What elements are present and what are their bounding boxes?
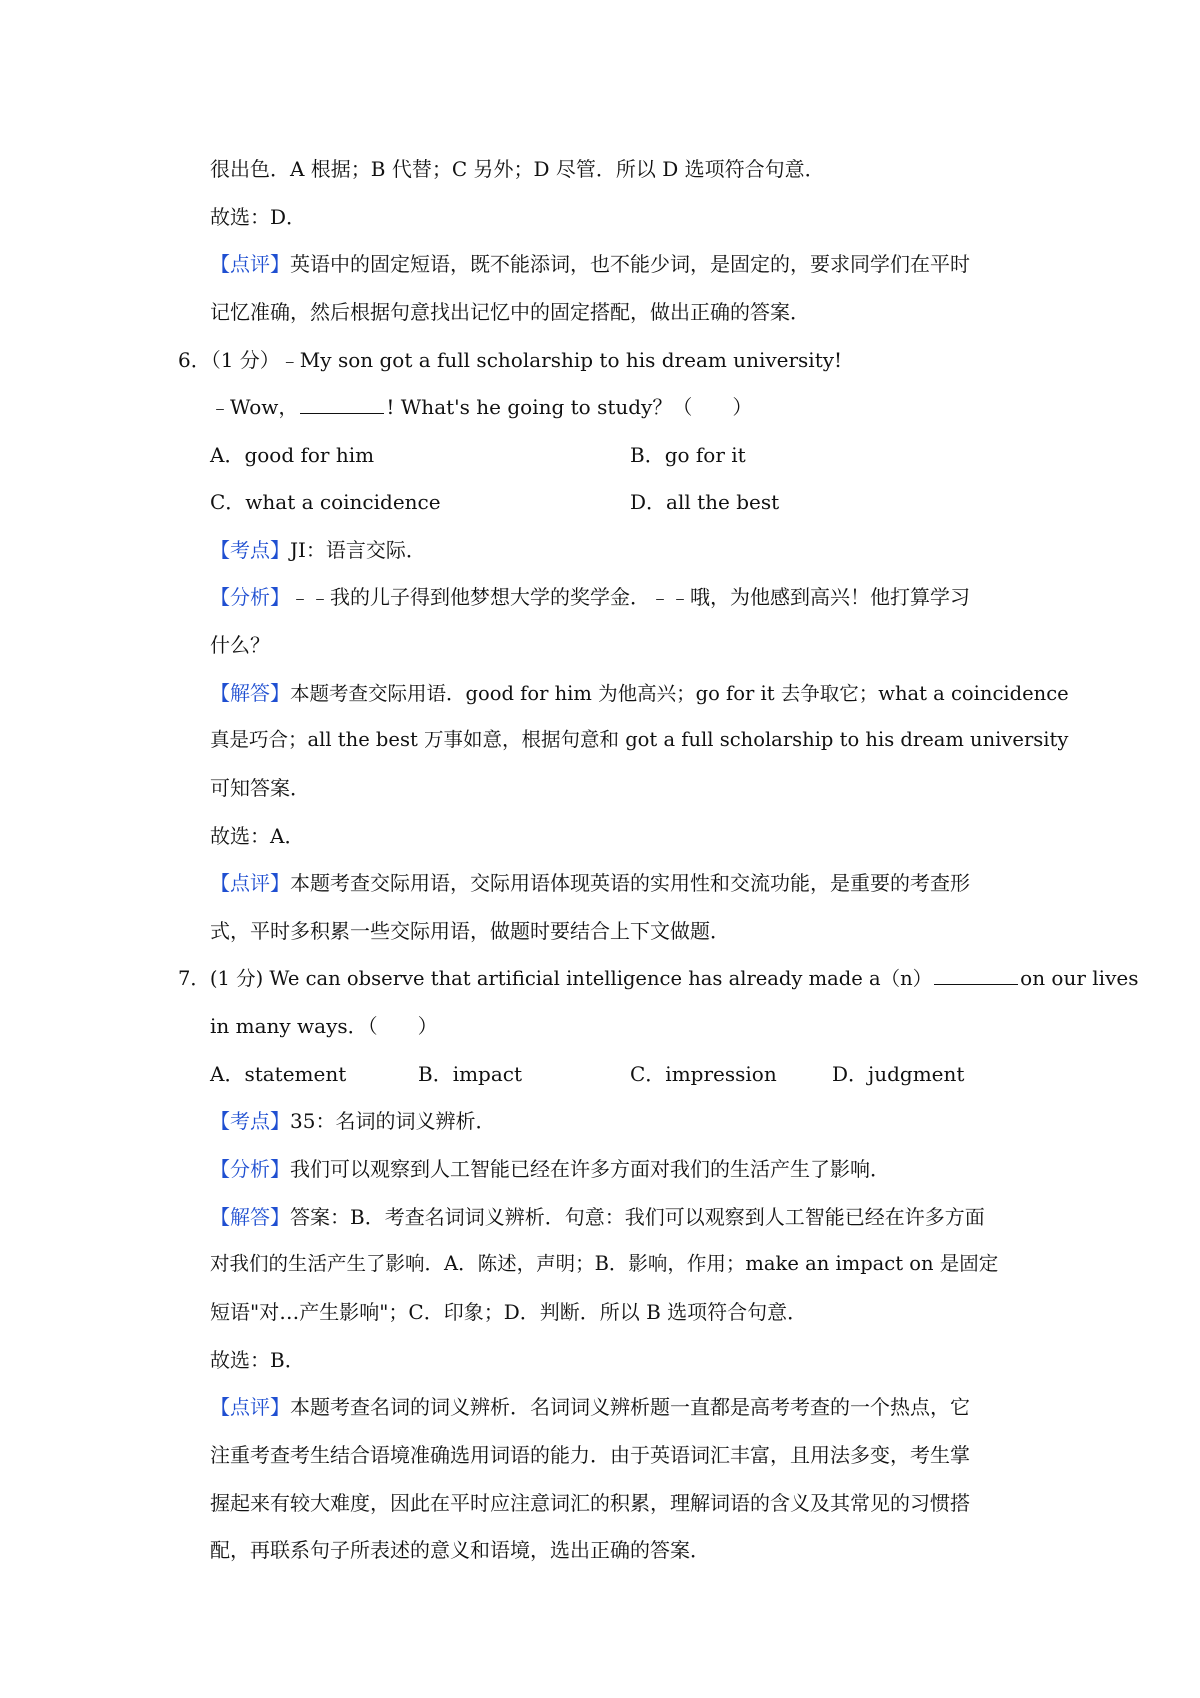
q7-fenxi [210, 1155, 890, 1183]
q6-dianping-cont: 式，平时多积累一些交际用语，做题时要结合上下文做题． [210, 919, 730, 943]
q7-jieda [210, 1203, 985, 1231]
dianping-tag: 【点评】 [210, 871, 290, 895]
dianping-text: 本题考查交际用语，交际用语体现英语的实用性和交流功能，是重要的考查形 [290, 871, 970, 895]
q7-stem-prefix: 7．(1 分) We can observe that artificial intelligence has already made a（n） [178, 967, 933, 990]
q7-dianping-cont3: 配，再联系句子所表述的意义和语境，选出正确的答案． [210, 1538, 710, 1562]
q7-stem [178, 964, 1138, 993]
q6-fenxi [210, 583, 970, 611]
kaodian-tag: 【考点】 [210, 1109, 290, 1133]
q6-stem-prefix: ﹣Wow， [210, 395, 299, 419]
prev-answer: 故选：D． [210, 205, 307, 229]
q6-stem-suffix: ! What's he going to study？（ ） [386, 395, 753, 419]
kaodian-tag: 【考点】 [210, 538, 290, 562]
q6-fenxi-cont: 什么？ [210, 633, 270, 657]
q7-blank [934, 966, 1018, 985]
q6-option-b: B．go for it [630, 443, 746, 467]
q7-dianping [210, 1393, 970, 1421]
jieda-text: 本题考查交际用语．good for him 为他高兴；go for it 去争取它；what a coincidence [290, 682, 1069, 705]
q7-option-b: B．impact [418, 1062, 523, 1086]
q7-option-c: C．impression [630, 1062, 777, 1086]
q6-option-c: C．what a coincidence [210, 490, 441, 514]
q6-answer: 故选：A． [210, 824, 305, 848]
fenxi-tag: 【分析】 [210, 1157, 290, 1181]
q6-stem: 6．（1 分）﹣My son got a full scholarship to his dream university! [178, 348, 843, 372]
kaodian-text: JI：语言交际． [290, 538, 426, 562]
fenxi-tag: 【分析】 [210, 585, 290, 609]
dianping-tag: 【点评】 [210, 1395, 290, 1419]
q6-option-a: A．good for him [210, 443, 375, 467]
comment-tag: 【点评】 [210, 252, 290, 276]
q6-jieda-cont: 真是巧合；all the best 万事如意，根据句意和 got a full scholarship to his dream university [210, 728, 1069, 751]
jieda-text: 答案：B．考查名词词义辨析．句意：我们可以观察到人工智能已经在许多方面 [290, 1205, 985, 1229]
q7-option-d: D．judgment [832, 1062, 965, 1086]
q7-jieda-cont: 对我们的生活产生了影响．A．陈述，声明；B．影响，作用；make an impact on 是固定 [210, 1252, 999, 1275]
fenxi-text: 我们可以观察到人工智能已经在许多方面对我们的生活产生了影响． [290, 1157, 890, 1181]
fenxi-text: ﹣﹣我的儿子得到他梦想大学的奖学金．﹣﹣哦，为他感到高兴！他打算学习 [290, 585, 970, 609]
q7-dianping-cont2: 握起来有较大难度，因此在平时应注意词汇的积累，理解词语的含义及其常见的习惯搭 [210, 1491, 970, 1515]
jieda-tag: 【解答】 [210, 681, 290, 705]
q7-kaodian [210, 1107, 495, 1135]
q7-answer: 故选：B． [210, 1348, 305, 1372]
prev-explanation-line: 很出色．A 根据；B 代替；C 另外；D 尽管．所以 D 选项符合句意． [210, 157, 825, 181]
q7-stem-suffix: on our lives [1020, 966, 1139, 990]
q6-dianping [210, 869, 970, 897]
q7-option-a: A．statement [210, 1062, 347, 1086]
jieda-tag: 【解答】 [210, 1205, 290, 1229]
kaodian-text: 35：名词的词义辨析． [290, 1109, 496, 1133]
q7-stem-line2: in many ways．（ ） [210, 1014, 438, 1038]
q6-kaodian [210, 536, 426, 564]
q6-option-d: D．all the best [630, 490, 780, 514]
q6-stem-line2 [210, 393, 752, 421]
q7-jieda-cont2: 短语"对…产生影响"；C．印象；D．判断．所以 B 选项符合句意． [210, 1300, 808, 1324]
prev-comment [210, 250, 970, 278]
dianping-text: 本题考查名词的词义辨析．名词词义辨析题一直都是高考考查的一个热点，它 [290, 1395, 970, 1419]
q6-blank [300, 395, 384, 414]
q6-jieda-cont2: 可知答案． [210, 776, 310, 800]
comment-text: 英语中的固定短语，既不能添词，也不能少词，是固定的，要求同学们在平时 [290, 252, 970, 276]
q7-dianping-cont: 注重考查考生结合语境准确选用词语的能力．由于英语词汇丰富，且用法多变，考生掌 [210, 1443, 970, 1467]
prev-comment-cont: 记忆准确，然后根据句意找出记忆中的固定搭配，做出正确的答案． [210, 300, 810, 324]
q6-jieda [210, 679, 1069, 708]
